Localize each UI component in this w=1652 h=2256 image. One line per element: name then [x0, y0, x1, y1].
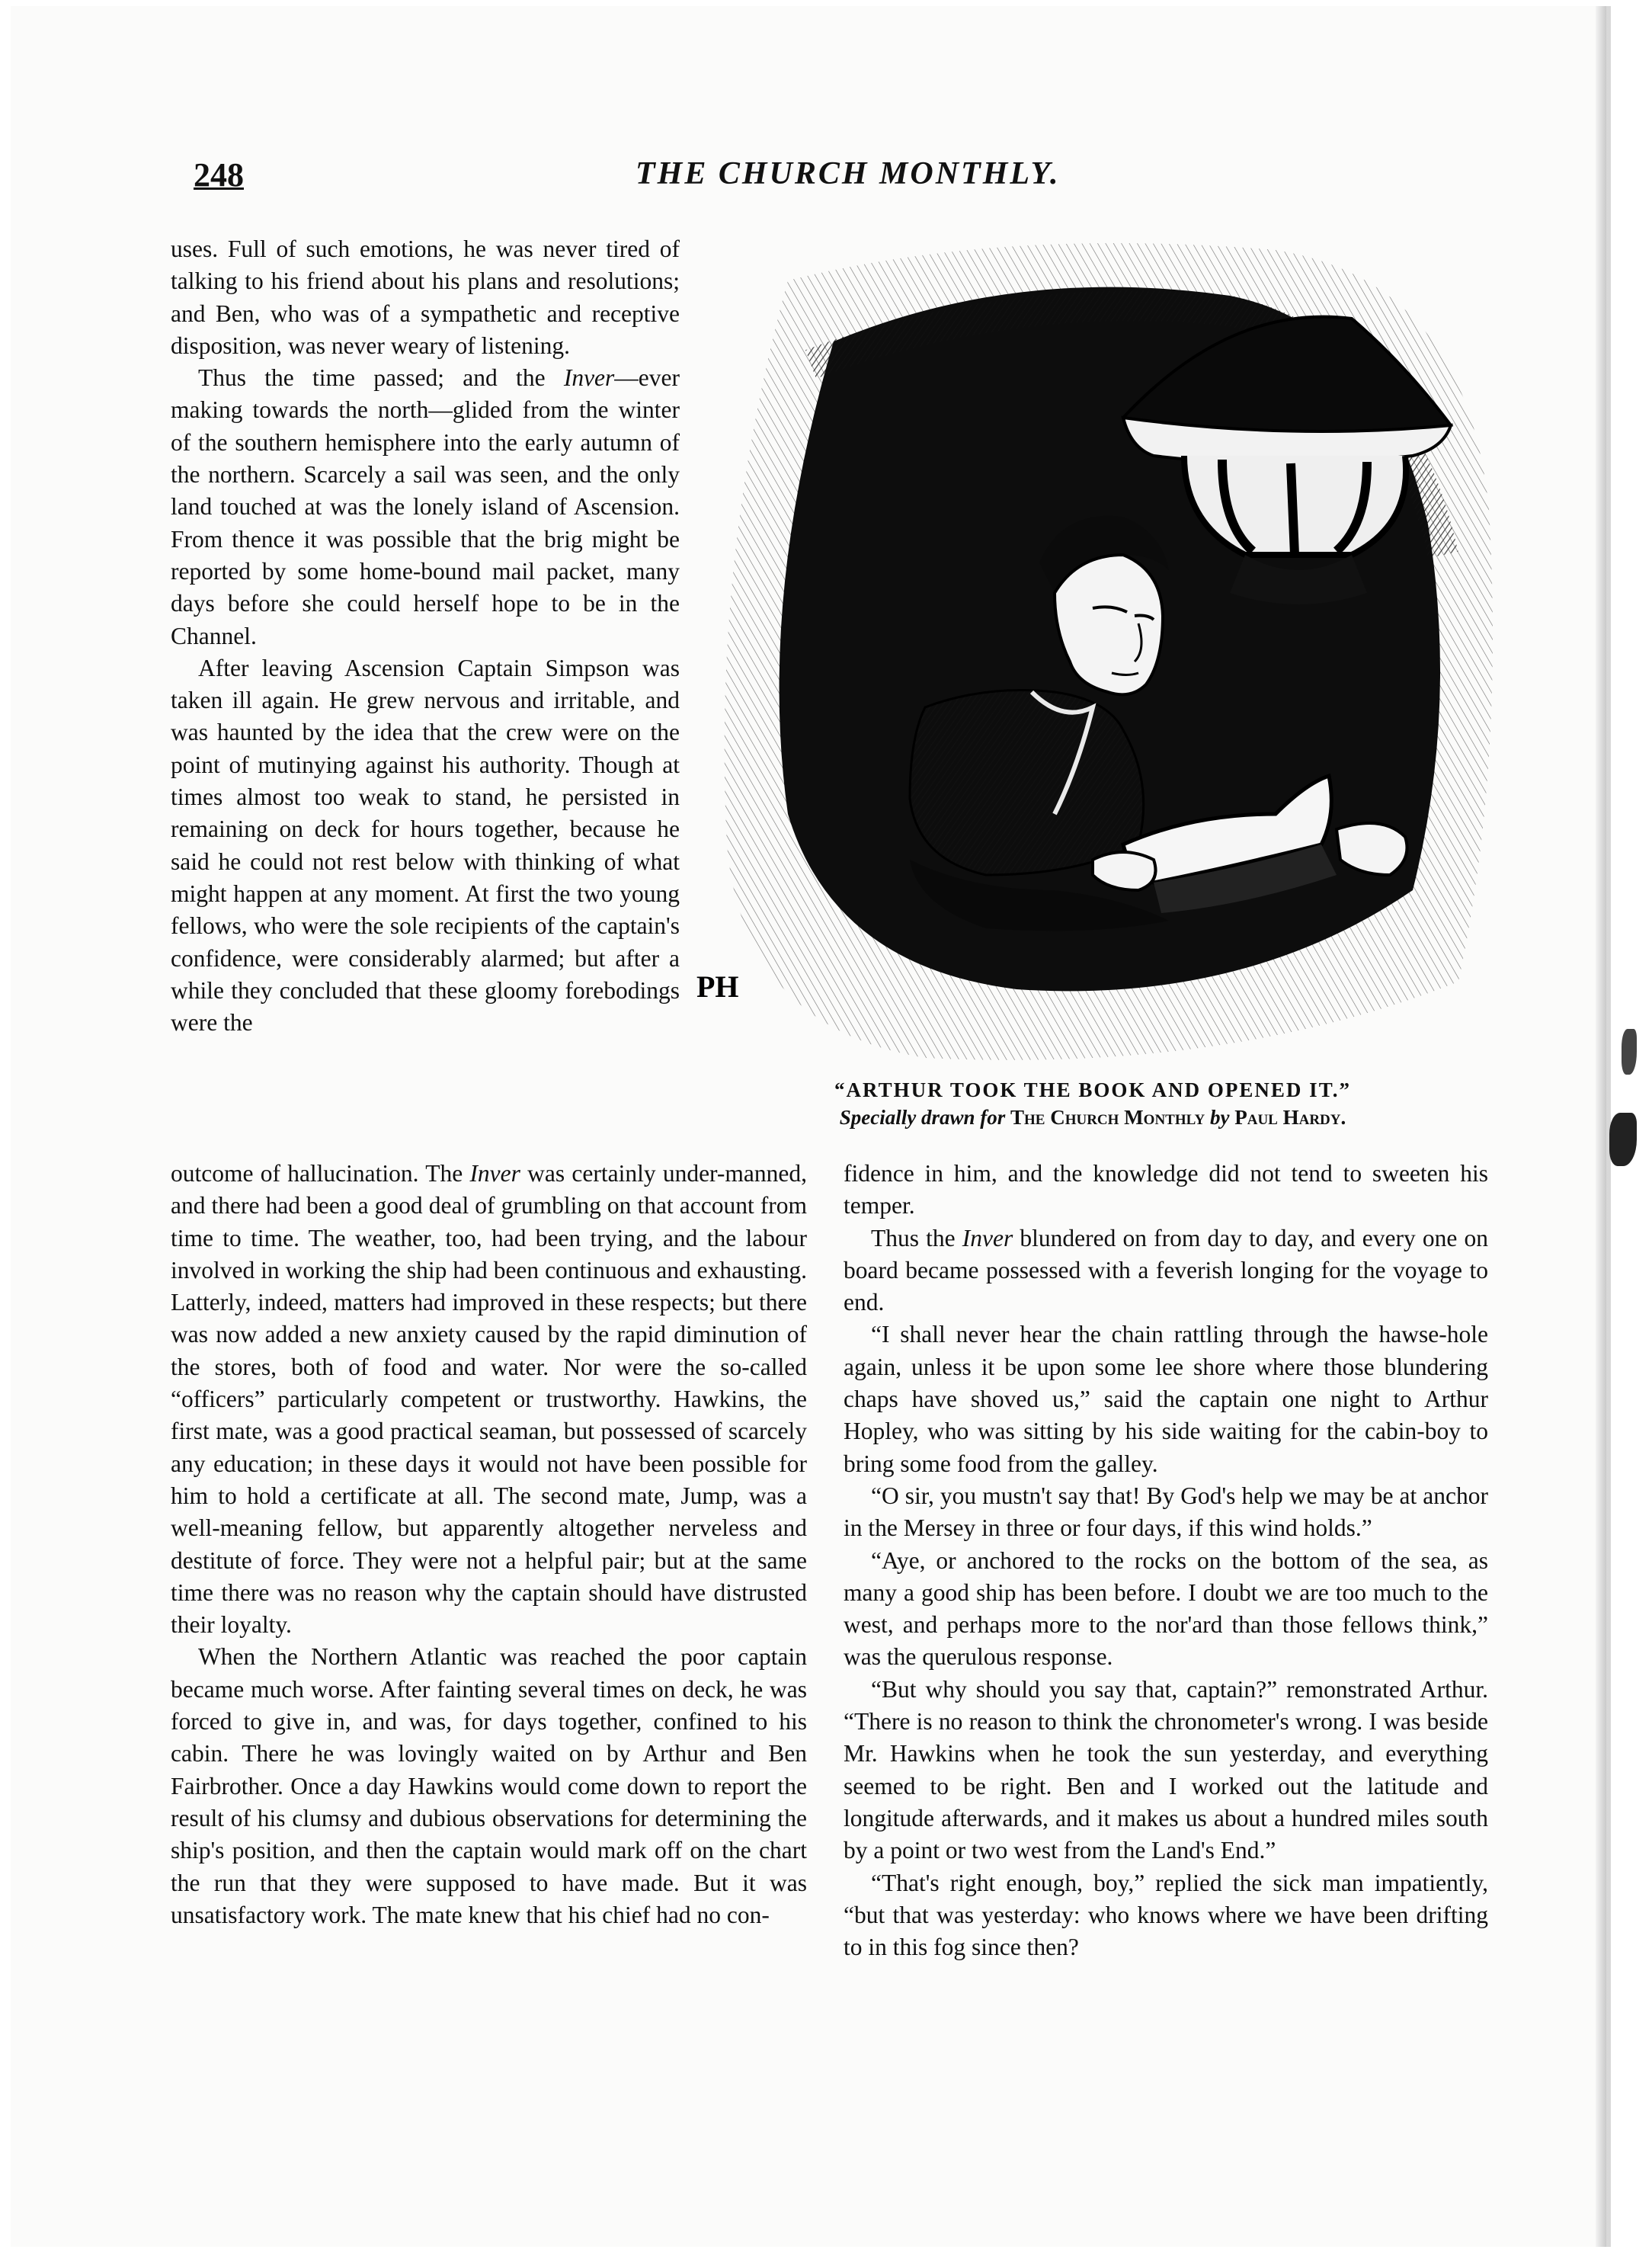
- paragraph: uses. Full of such emotions, he was never tired of talking to his friend about his plans and resolutions; and Ben, who was of a sympathetic and receptive disposition, was never weary of listening.: [171, 236, 680, 359]
- paragraph: “O sir, you mustn't say that! By God's help we may be at anchor in the Mersey in three or four days, if this wind holds.”: [844, 1482, 1488, 1542]
- left-column-top: [171, 233, 680, 1039]
- paragraph: Thus the time passed; and the Inver—ever making towards the north—glided from the winter of the southern hemisphere into the early autumn of the northern. Scarcely a sail was seen, and the only land touched at was the lonely island of Ascension. From thence it was possible that the brig might be reported by some home-bound mail packet, many days before she could herself hope to be in the Channel.: [171, 364, 680, 649]
- caption-title: “ARTHUR TOOK THE BOOK AND OPENED IT.”: [834, 1078, 1351, 1101]
- page-edge-shadow: [1596, 6, 1606, 2247]
- caption-credit-prefix: Specially drawn for: [839, 1106, 1006, 1129]
- ship-name: Inver: [962, 1224, 1013, 1251]
- caption-credit-artist: Paul Hardy.: [1234, 1106, 1346, 1129]
- page-header: [194, 155, 1489, 201]
- illustration-caption: [696, 1076, 1489, 1131]
- right-column: [844, 1158, 1488, 1963]
- illustration: [696, 235, 1504, 1073]
- caption-credit-by: by: [1210, 1106, 1230, 1129]
- paragraph: “That's right enough, boy,” replied the sick man impatiently, “but that was yesterday: who knows where we have been drifting to in this fog since then?: [844, 1869, 1488, 1961]
- paragraph: fidence in him, and the knowledge did not tend to sweeten his temper.: [844, 1160, 1488, 1219]
- paragraph: Thus the Inver blundered on from day to day, and every one on board became possessed with a feverish longing for the voyage to end.: [844, 1224, 1488, 1316]
- paragraph: “Aye, or anchored to the rocks on the bottom of the sea, as many a good ship has been before. I doubt we are too much to the west, and perhaps more to the nor'ard than those fellows think,” was the querulous response.: [844, 1546, 1488, 1671]
- page: [11, 6, 1611, 2247]
- paragraph: outcome of hallucination. The Inver was certainly under-manned, and there had been a good deal of grumbling on that account from time to time. The weather, too, had been trying, and the labour involved in working the ship had been continuous and exhausting. Latterly, indeed, matters had improved in these respects; but there was now added a new anxiety caused by the rapid diminution of the stores, both of food and water. Nor were the so-called “officers” particularly competent or trustworthy. Hawkins, the first mate, was a good practical seaman, but possessed of scarcely any education; in these days it would not have been possible for him to hold a certificate at all. The second mate, Jump, was a well-meaning fellow, but apparently altogether nerveless and destitute of force. They were not a helpful pair; but at the same time there was no reason why the captain should have distrusted their loyalty.: [171, 1160, 807, 1639]
- paragraph: After leaving Ascension Captain Simpson was taken ill again. He grew nervous and irritable, and was haunted by the idea that the crew were on the point of mutinying against his authority. Though at times almost too weak to stand, he persisted in remaining on deck for hours together, because he said he could not rest below with thinking of what might happen at any moment. At first the two young fellows, who were the sole recipients of the captain's confidence, were considerably alarmed; but after a while they concluded that these gloomy forebodings were the: [171, 654, 680, 1037]
- page-number: 248: [194, 156, 244, 194]
- caption-credit-publication: The Church Monthly: [1010, 1106, 1205, 1129]
- paragraph: When the Northern Atlantic was reached the poor captain became much worse. After fainting several times on deck, he was forced to give in, and was, for days together, confined to his cabin. There he was lovingly waited on by Arthur and Ben Fairbrother. Once a day Hawkins would come down to report the result of his clumsy and dubious observations for determining the ship's position, and then the captain would mark off on the chart the run that they were supposed to have made. But it was unsatisfactory work. The mate knew that his chief had no con-: [171, 1643, 807, 1928]
- paragraph: “But why should you say that, captain?” remonstrated Arthur. “There is no reason to think the chronometer's wrong. I was beside Mr. Hawkins when he took the sun yesterday, and everything seemed to be right. Ben and I worked out the latitude and longitude afterwards, and it makes us about a hundred miles south by a point or two west from the Land's End.”: [844, 1675, 1488, 1864]
- scan-artifact: [1609, 1113, 1637, 1166]
- caption-credit: [696, 1104, 1489, 1131]
- artist-signature: PH: [696, 969, 739, 1004]
- left-column-bottom: [171, 1158, 807, 1931]
- scan-artifact: [1622, 1029, 1637, 1075]
- reading-by-lamp-illustration: [696, 235, 1504, 1073]
- running-title: THE CHURCH MONTHLY.: [636, 156, 1061, 191]
- ship-name: Inver: [563, 364, 615, 392]
- ship-name: Inver: [469, 1160, 520, 1187]
- paragraph: “I shall never hear the chain rattling through the hawse-hole again, unless it be upon some lee shore where those blundering chaps have shoved us,” said the captain one night to Arthur Hopley, who was sitting by his side waiting for the cabin-boy to bring some food from the galley.: [844, 1321, 1488, 1477]
